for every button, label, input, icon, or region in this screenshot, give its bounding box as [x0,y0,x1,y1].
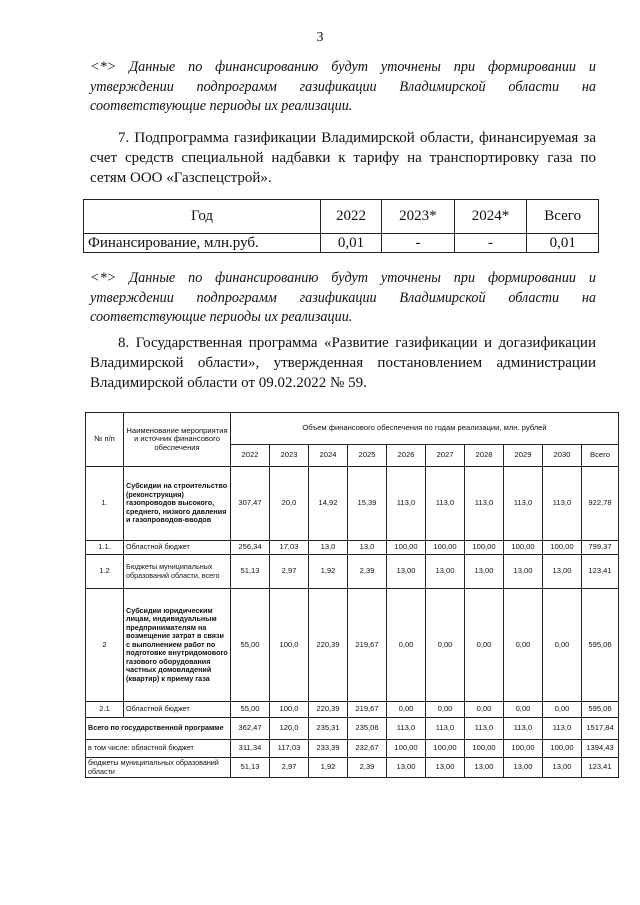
table-cell: 595,06 [582,589,619,702]
table-cell: 15,39 [348,467,387,541]
paragraph-7-text: 7. Подпрограмма газификации Владимирской области, финансируемая за счет средств специальной надбавки к тарифу на транспортировку газа по сетям ООО «Газспецстрой». [90,130,596,186]
table-cell: 13,00 [543,555,582,589]
table-cell: 233,39 [309,740,348,758]
table-cell: 100,00 [387,740,426,758]
row-label: Финансирование, млн.руб. [84,234,321,253]
header-cell: 2024* [454,200,527,234]
year-cell: 2025 [348,445,387,467]
table-cell: 100,00 [465,541,504,555]
table-cell: 1517,84 [582,718,619,740]
table-cell: 14,92 [309,467,348,541]
table-header-row [86,413,619,445]
paragraph-8 [90,333,596,393]
year-cell: 2026 [387,445,426,467]
table-cell: 799,37 [582,541,619,555]
table-cell: 0,01 [321,234,382,253]
year-cell: Всего [582,445,619,467]
table-cell: 100,00 [504,740,543,758]
year-cell: 2024 [309,445,348,467]
table-cell: 235,06 [348,718,387,740]
year-cell: 2023 [270,445,309,467]
row-label: Субсидии юридическим лицам, индивидуальным предпринимателям на возмещение затрат в связи с выполнением работ по подготовке внутридомового газового оборудования частных домовладений (квартир) к приему газа [124,589,231,702]
table-cell: 100,00 [426,740,465,758]
table-cell: 13,00 [387,555,426,589]
paragraph-8-text: 8. Государственная программа «Развитие газификации и догазификации Владимирской области», утвержденная постановлением администрации Владимирской области от 09.02.2022 № 59. [90,335,596,391]
row-label: Областной бюджет [124,702,231,718]
table-cell: 113,0 [426,467,465,541]
table-cell: 100,00 [543,541,582,555]
table-cell: 117,03 [270,740,309,758]
header-group: Объем финансового обеспечения по годам реализации, млн. рублей [231,413,619,445]
table-cell: 17,03 [270,541,309,555]
table-cell: 113,0 [465,718,504,740]
row-number: 1.2 [86,555,124,589]
row-number: 1.1. [86,541,124,555]
table-cell: 595,06 [582,702,619,718]
year-cell: 2027 [426,445,465,467]
table-cell: 0,00 [426,702,465,718]
row-label: Субсидии на строительство (реконструкция) газопроводов высокого, среднего, низкого давления и газопроводов-вводов [124,467,231,541]
table-cell: 55,00 [231,702,270,718]
table-cell: 0,00 [504,589,543,702]
row-number: 2.1 [86,702,124,718]
table-cell: 13,00 [465,555,504,589]
table-cell: 13,00 [543,758,582,778]
table-cell: 100,00 [465,740,504,758]
table-cell: 113,0 [387,718,426,740]
table-cell: 0,00 [465,589,504,702]
table-cell: 113,0 [387,467,426,541]
table-cell: 0,00 [504,702,543,718]
table-cell: 2,39 [348,758,387,778]
gasification-program-table [85,412,619,778]
row-label: Всего по государственной программе [86,718,231,740]
footnote-1: <*> Данные по финансированию будут уточнены при формировании и утверждении подпрограмм газификации Владимирской области на соответствующие периоды их реализации. [90,59,596,114]
table-cell: 220,39 [309,589,348,702]
header-cell: 2023* [381,200,454,234]
table-row [86,718,619,740]
table-cell: 13,00 [426,555,465,589]
row-label: в том числе: областной бюджет [86,740,231,758]
table-cell: 0,00 [387,589,426,702]
table-cell: 219,67 [348,589,387,702]
table-cell: 232,67 [348,740,387,758]
table-cell: 0,00 [426,589,465,702]
table-cell: 362,47 [231,718,270,740]
table-cell: 100,0 [270,589,309,702]
table-cell: 20,0 [270,467,309,541]
table-header-row [84,200,599,234]
header-cell: Всего [527,200,599,234]
table-cell: - [381,234,454,253]
table-cell: 307,47 [231,467,270,541]
table-row [86,740,619,758]
table-cell: 311,34 [231,740,270,758]
header-name: Наименование мероприятия и источник финансового обеспечения [124,413,231,467]
row-label: Бюджеты муниципальных образований области, всего [124,555,231,589]
table-cell: 100,00 [543,740,582,758]
page-number: 3 [316,30,324,45]
table-cell: 113,0 [426,718,465,740]
table-row [84,234,599,253]
table-cell: 235,31 [309,718,348,740]
table-cell: 100,00 [504,541,543,555]
table-cell: 100,00 [387,541,426,555]
table-cell: 220,39 [309,702,348,718]
row-label: бюджеты муниципальных образований области [86,758,231,778]
table-cell: 100,00 [426,541,465,555]
table-cell: 13,00 [504,555,543,589]
table-cell: 113,0 [504,467,543,541]
year-cell: 2022 [231,445,270,467]
table-cell: 256,34 [231,541,270,555]
table-cell: 0,00 [543,589,582,702]
table-cell: 123,41 [582,758,619,778]
row-number: 2 [86,589,124,702]
table-cell: 0,00 [387,702,426,718]
footnote-2: <*> Данные по финансированию будут уточнены при формировании и утверждении подпрограмм газификации Владимирской области на соответствующие периоды их реализации. [90,270,596,325]
table-cell: 2,39 [348,555,387,589]
table-cell: 219,67 [348,702,387,718]
table-cell: 113,0 [543,718,582,740]
table-cell: 1,92 [309,555,348,589]
table-cell: 0,00 [465,702,504,718]
year-cell: 2030 [543,445,582,467]
table-cell: 113,0 [504,718,543,740]
financing-table-7 [83,199,599,253]
table-row [86,758,619,778]
table-cell: 55,00 [231,589,270,702]
table-cell: 2,97 [270,758,309,778]
year-cell: 2028 [465,445,504,467]
table-cell: 1,92 [309,758,348,778]
table-cell: 100,0 [270,702,309,718]
table-cell: 13,00 [387,758,426,778]
table-row [86,589,619,702]
table-cell: 13,00 [465,758,504,778]
header-cell: Год [84,200,321,234]
row-number: 1. [86,467,124,541]
table-cell: 0,01 [527,234,599,253]
paragraph-7 [90,128,596,188]
table-cell: 113,0 [543,467,582,541]
table-cell: 13,0 [309,541,348,555]
table-cell: 922,78 [582,467,619,541]
table-cell: - [454,234,527,253]
table-cell: 13,00 [504,758,543,778]
header-num: № п/п [86,413,124,467]
table-cell: 1394,43 [582,740,619,758]
table-cell: 123,41 [582,555,619,589]
table-cell: 0,00 [543,702,582,718]
table-cell: 113,0 [465,467,504,541]
header-cell: 2022 [321,200,382,234]
table-cell: 51,13 [231,555,270,589]
table-cell: 2,97 [270,555,309,589]
table-cell: 120,0 [270,718,309,740]
table-cell: 51,13 [231,758,270,778]
row-label: Областной бюджет [124,541,231,555]
table-cell: 13,00 [426,758,465,778]
table-row [86,555,619,589]
table-row [86,702,619,718]
table-row [86,541,619,555]
year-cell: 2029 [504,445,543,467]
table-cell: 13,0 [348,541,387,555]
table-row [86,467,619,541]
